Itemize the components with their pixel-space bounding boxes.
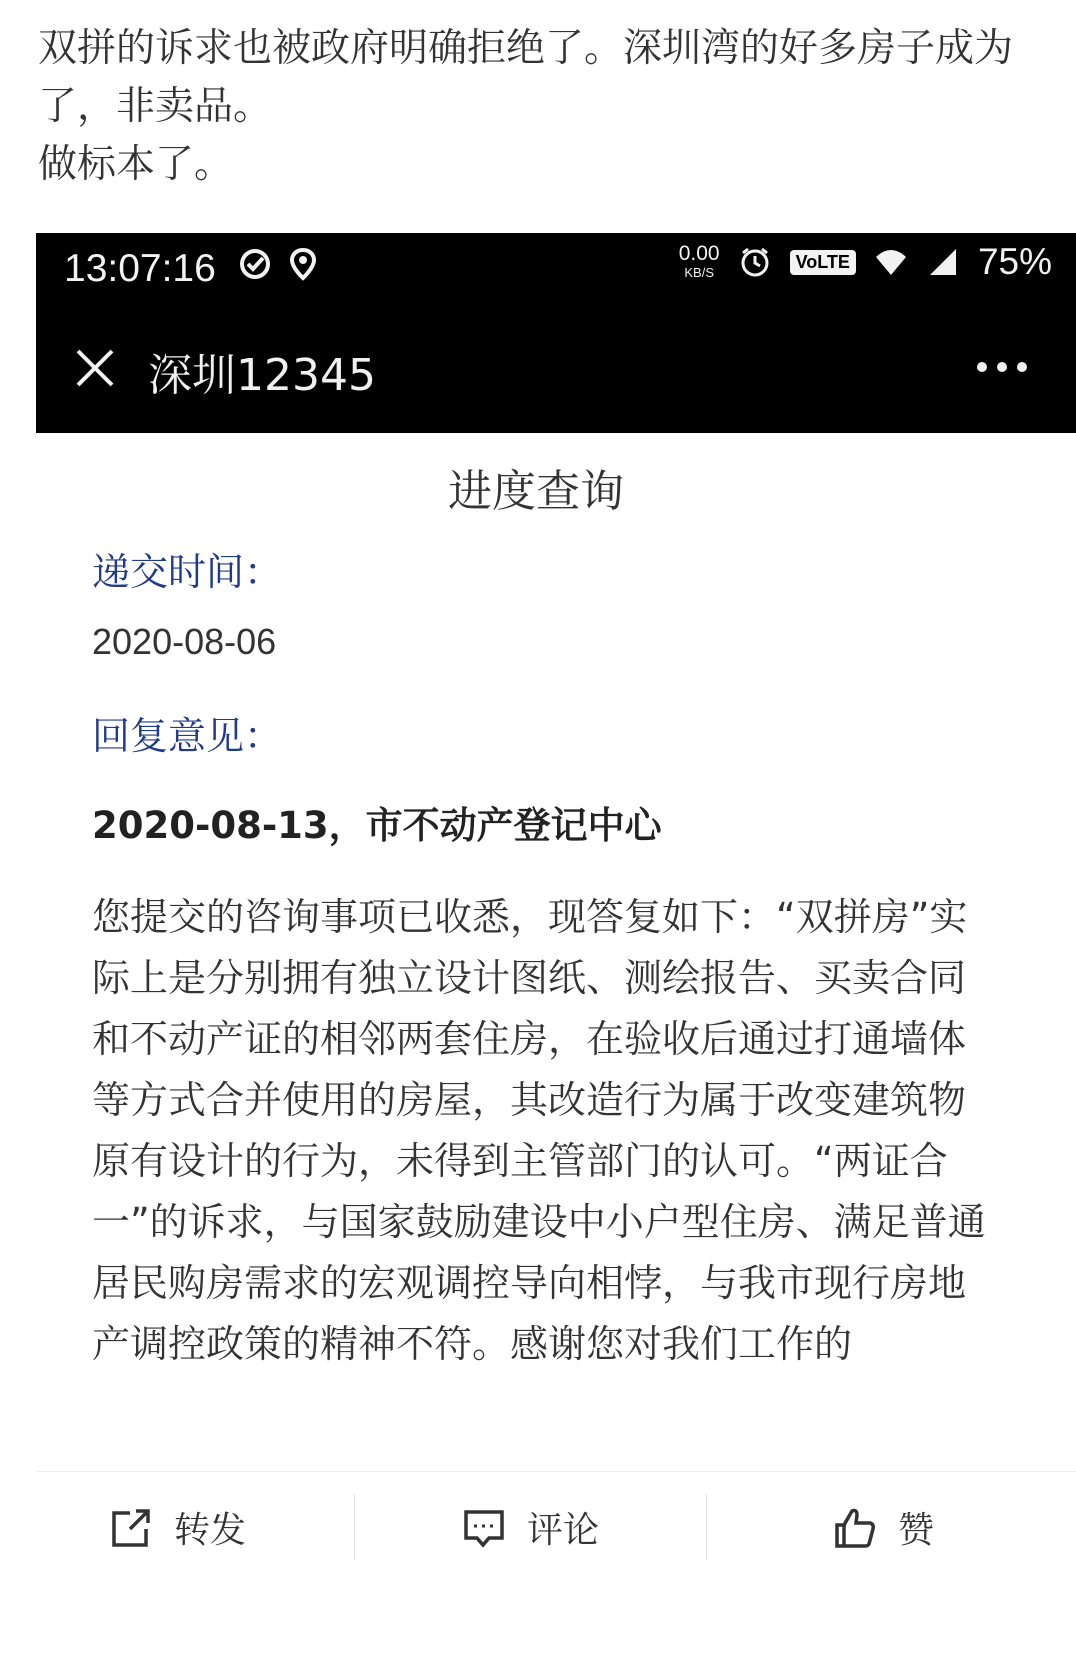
alarm-icon	[738, 245, 772, 279]
comment-label: 评论	[527, 1510, 600, 1551]
location-pin-icon	[286, 247, 320, 281]
like-label: 赞	[898, 1510, 935, 1551]
net-speed	[679, 243, 720, 281]
close-icon[interactable]	[70, 343, 120, 393]
thumbs-up-icon	[832, 1505, 878, 1551]
battery-level: 75%	[977, 241, 1052, 282]
forward-label: 转发	[174, 1510, 247, 1551]
check-circle-icon	[238, 247, 272, 281]
bottom-action-bar	[36, 1471, 1076, 1582]
submit-time-label: 递交时间：	[92, 550, 283, 594]
reply-label: 回复意见：	[92, 714, 283, 758]
top-bar	[36, 233, 1076, 433]
reply-header: 2020-08-13，市不动产登记中心	[92, 804, 662, 847]
action-divider	[706, 1494, 707, 1560]
comment-icon	[461, 1505, 507, 1551]
signal-icon	[926, 245, 960, 279]
comment-button[interactable]	[461, 1502, 599, 1553]
net-speed-unit: KB/S	[684, 265, 714, 280]
volte-badge: VoLTE	[790, 250, 856, 275]
submit-date: 2020-08-06	[92, 621, 277, 662]
share-icon	[108, 1505, 154, 1551]
action-divider	[354, 1494, 355, 1560]
like-button[interactable]	[832, 1502, 934, 1553]
status-time: 13:07:16	[64, 247, 216, 290]
status-left-icons	[238, 247, 320, 281]
post-text: 双拼的诉求也被政府明确拒绝了。深圳湾的好多房子成为了，非卖品。 做标本了。	[38, 26, 1014, 187]
status-right	[679, 241, 1052, 283]
net-speed-value: 0.00	[678, 242, 720, 265]
forward-button[interactable]	[108, 1502, 246, 1553]
reply-body: 您提交的咨询事项已收悉，现答复如下：“双拼房”实际上是分别拥有独立设计图纸、测绘报告、买卖合同和不动产证的相邻两套住房，在验收后通过打通墙体等方式合并使用的房屋，其改造行为属于改变建筑物原有设计的行为，未得到主管部门的认可。“两证合一”的诉求，与国家鼓励建设中小户型住房、满足普通居民购房需求的宏观调控导向相悖，与我市现行房地产调控政策的精神不符。感谢您对我们工作的	[92, 895, 986, 1366]
wifi-icon	[874, 245, 908, 279]
app-title: 深圳12345	[148, 350, 376, 401]
screenshot-card	[36, 233, 1076, 1658]
page-heading: 进度查询	[448, 466, 624, 517]
more-icon[interactable]	[974, 357, 1030, 377]
app-title-bar	[36, 319, 1076, 429]
